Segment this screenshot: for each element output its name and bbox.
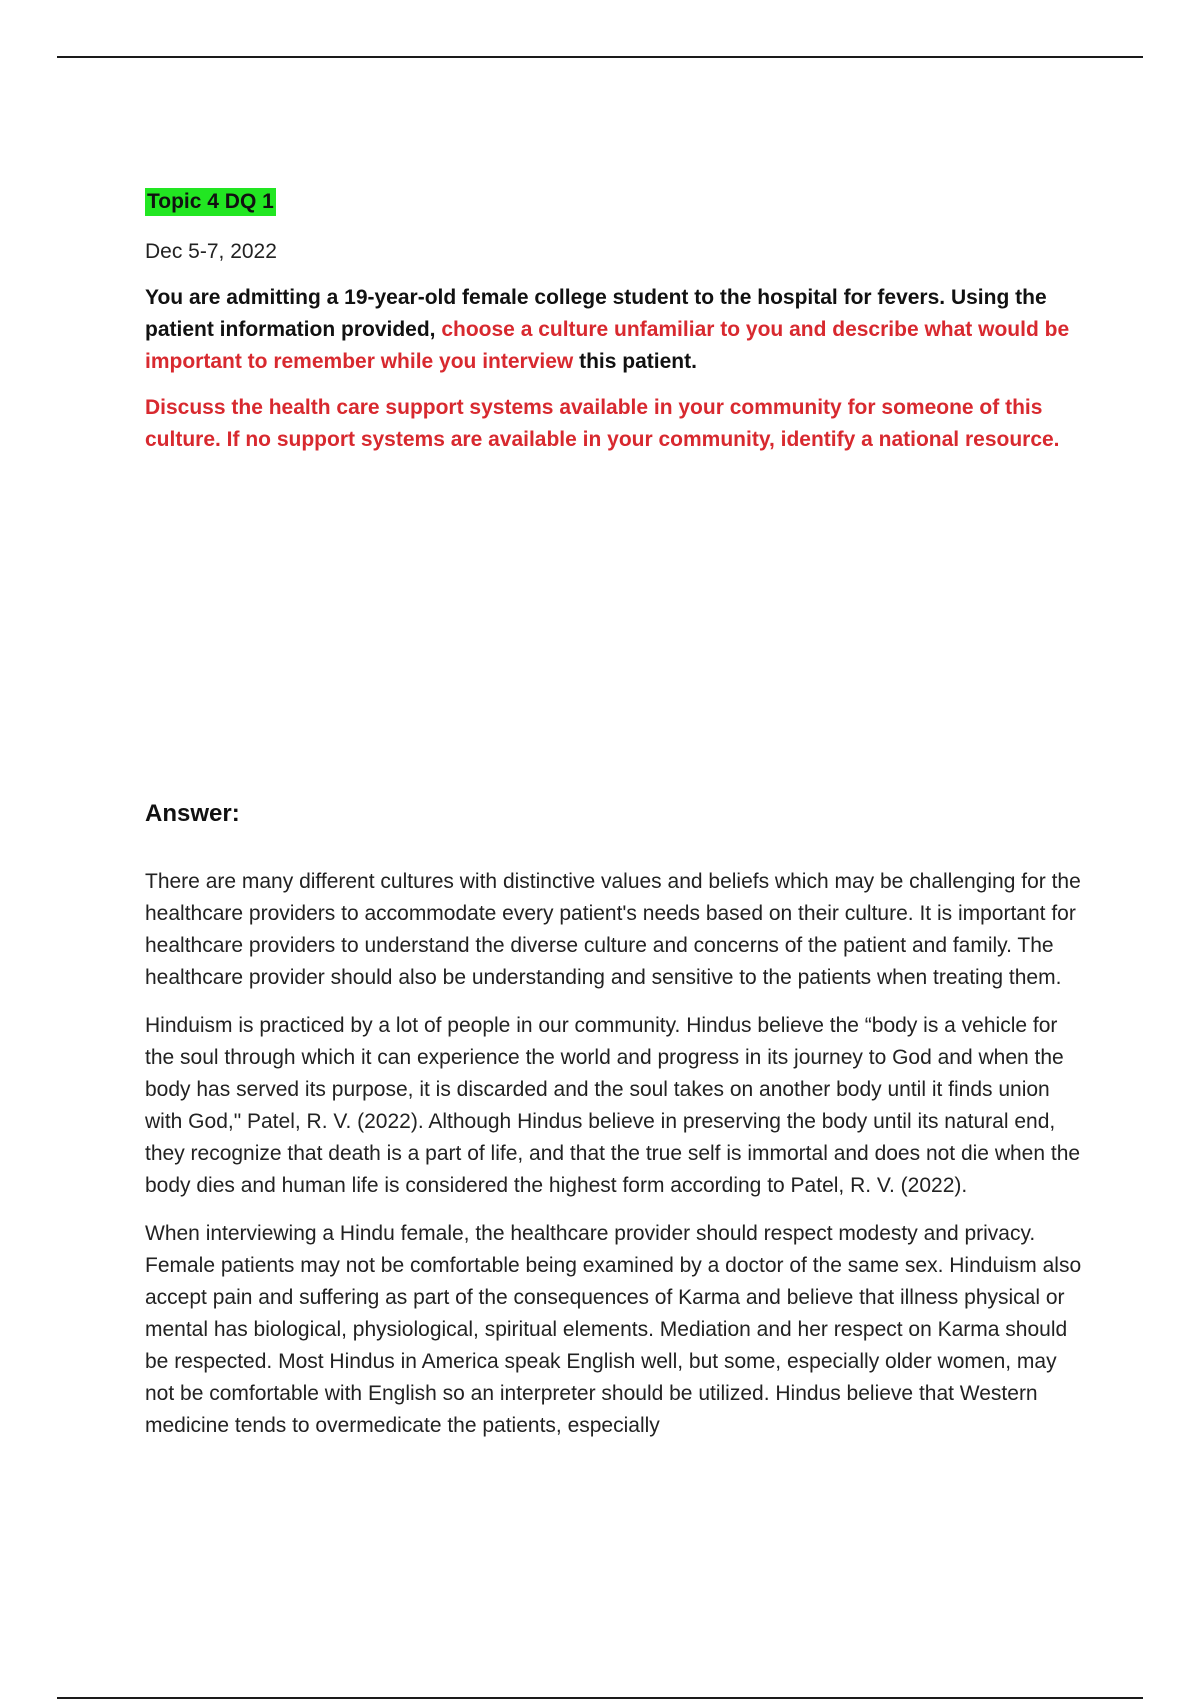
date-line: Dec 5-7, 2022	[145, 240, 277, 263]
answer-paragraph: Hinduism is practiced by a lot of people in our community. Hindus believe the “body is a vehicle for the soul through which it can experience the world and progress in its journey to God and when the body has served its purpose, it is discarded and the soul takes on another body until it finds union with God," Patel, R. V. (2022). Although Hindus believe in preserving the body until its natural end, they recognize that death is a part of life, and that the true self is immortal and does not die when the body dies and human life is considered the highest form according to Patel, R. V. (2022).	[145, 1014, 1081, 1197]
question-block	[145, 186, 1090, 456]
prompt-part1: You are admitting a 19-year-old female college student to the hospital for fevers. Using the patient information provided,	[145, 286, 1047, 341]
answer-paragraph: When interviewing a Hindu female, the healthcare provider should respect modesty and privacy. Female patients may not be comfortable being examined by a doctor of the same sex. Hinduism also accept pain and suffering as part of the consequences of Karma and believe that illness physical or mental has biological, physiological, spiritual elements. Mediation and her respect on Karma should be respected. Most Hindus in America speak English well, but some, especially older women, may not be comfortable with English so an interpreter should be utilized. Hindus believe that Western medicine tends to overmedicate the patients, especially	[145, 1222, 1082, 1437]
prompt-primary	[145, 282, 1090, 378]
answer-paragraph: There are many different cultures with distinctive values and beliefs which may be challenging for the healthcare providers to accommodate every patient's needs based on their culture. It is important for healthcare providers to understand the diverse culture and concerns of the patient and family. The healthcare provider should also be understanding and sensitive to the patients when treating them.	[145, 870, 1081, 989]
prompt-highlight: choose a culture unfamiliar to you and describe what would be important to remember while you interview	[145, 318, 1070, 373]
prompt-part3: this patient.	[573, 350, 697, 373]
prompt-secondary: Discuss the health care support systems available in your community for someone of this culture. If no support systems are available in your community, identify a national resource.	[145, 396, 1060, 451]
answer-body	[145, 866, 1090, 1458]
topic-label: Topic 4 DQ 1	[145, 188, 276, 216]
top-divider	[57, 56, 1143, 58]
bottom-divider	[57, 1697, 1143, 1699]
answer-heading: Answer:	[145, 800, 240, 827]
